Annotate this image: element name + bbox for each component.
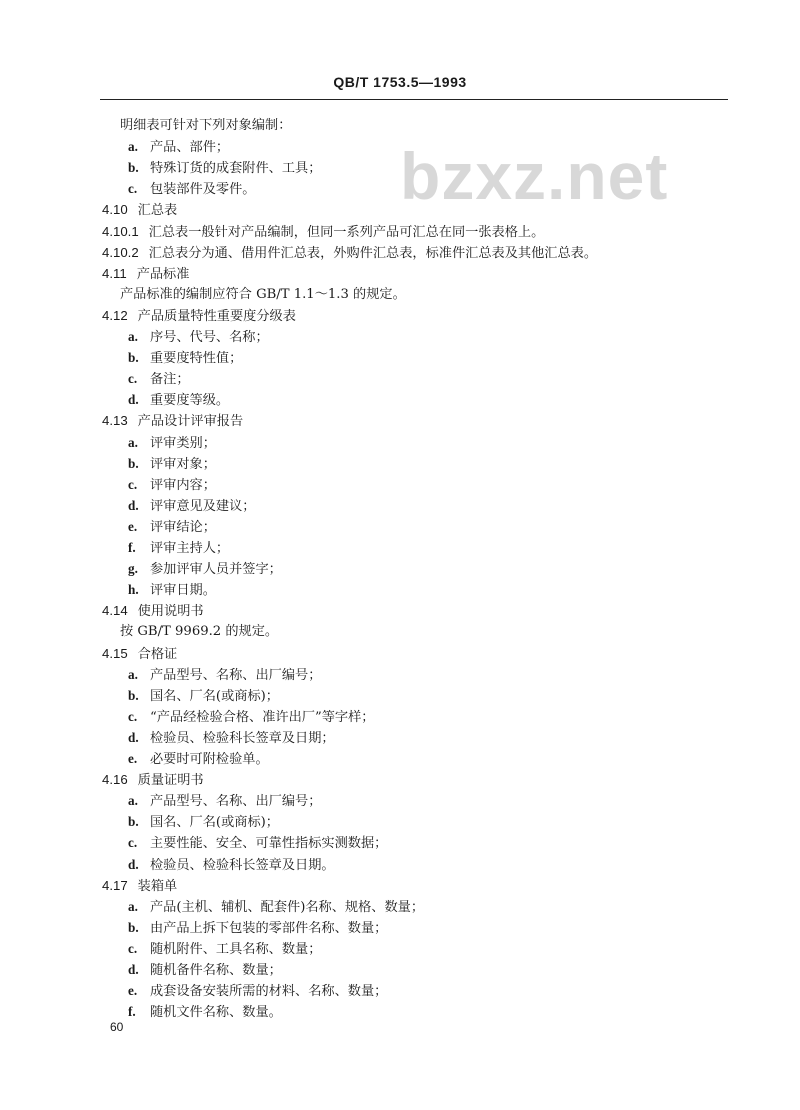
list-item-text: 重要度特性值； — [150, 351, 243, 367]
list-item-text: 评审主持人； — [150, 541, 230, 556]
list-item-text: 产品型号、名称、出厂编号； — [150, 667, 322, 683]
list-item-letter: f. — [128, 540, 136, 555]
list-item — [128, 496, 256, 517]
list-item-text: 随机备件名称、数量； — [150, 963, 282, 978]
list-item — [128, 390, 229, 411]
list-item — [128, 728, 335, 749]
list-item-letter: e. — [128, 983, 138, 999]
list-item-text: 评审类别； — [150, 435, 216, 451]
list-item — [128, 749, 269, 770]
list-item-text: 成套设备安装所需的材料、名称、数量； — [150, 984, 388, 1000]
list-item-letter: c. — [128, 181, 138, 197]
section-heading — [102, 601, 204, 622]
list-item-text: 主要性能、安全、可靠性指标实测数据； — [150, 836, 388, 852]
section-heading — [102, 644, 177, 665]
section-title: 合格证 — [137, 646, 178, 662]
list-item-text: 国名、厂名(或商标)； — [150, 688, 279, 704]
section-title: 装箱单 — [137, 878, 178, 894]
list-item — [128, 454, 216, 475]
list-item-letter: b. — [128, 687, 139, 703]
list-item — [128, 812, 279, 833]
list-item-letter: b. — [128, 455, 139, 471]
list-item-text: 特殊订货的成套附件、工具； — [150, 161, 322, 177]
list-item-letter: b. — [128, 814, 139, 830]
list-item — [128, 158, 321, 179]
list-item — [128, 665, 321, 686]
section-title: 汇总表一般针对产品编制，但同一系列产品可汇总在同一张表格上。 — [148, 224, 545, 240]
section-heading — [102, 411, 243, 432]
list-item-text: 随机附件、工具名称、数量； — [150, 941, 322, 957]
list-item-letter: a. — [128, 793, 138, 809]
list-item-letter: d. — [128, 856, 139, 872]
section-heading — [102, 222, 544, 243]
list-item — [128, 580, 216, 601]
list-item — [128, 791, 321, 812]
section-number: 4.10 — [102, 202, 128, 218]
list-item — [128, 686, 279, 707]
list-item-letter: a. — [128, 666, 138, 682]
list-item — [128, 348, 242, 369]
list-item-text: 包装部件及零件。 — [150, 182, 256, 198]
section-heading — [102, 243, 597, 264]
section-number: 4.16 — [102, 772, 128, 788]
list-item-text: 评审结论； — [150, 519, 216, 535]
list-item-letter: f. — [128, 1004, 136, 1020]
list-item-letter: c. — [128, 835, 138, 851]
section-title: 质量证明书 — [137, 773, 204, 789]
section-number: 4.10.2 — [102, 244, 139, 260]
list-item-letter: a. — [128, 434, 138, 450]
section-heading — [102, 876, 177, 897]
list-item — [128, 475, 216, 496]
list-item — [128, 939, 321, 960]
list-item-letter: d. — [128, 497, 139, 513]
list-item — [128, 559, 282, 580]
section-title: 汇总表分为通、借用件汇总表，外购件汇总表，标准件汇总表及其他汇总表。 — [148, 245, 598, 261]
list-item-text: 重要度等级。 — [150, 393, 230, 409]
paragraph-content: 明细表可针对下列对象编制： — [120, 118, 292, 133]
list-item — [128, 960, 282, 981]
section-title: 产品设计评审报告 — [137, 414, 244, 430]
section-title: 汇总表 — [137, 203, 178, 219]
list-item-letter: a. — [128, 329, 138, 344]
list-item — [128, 833, 387, 854]
list-item-text: 参加评审人员并签字； — [150, 562, 282, 578]
list-item — [128, 137, 229, 158]
paragraph-content: 产品标准的编制应符合 GB/T 1.1～1.3 的规定。 — [120, 286, 406, 302]
section-number: 4.10.1 — [102, 223, 139, 239]
list-item — [128, 707, 374, 728]
section-heading — [102, 264, 189, 285]
list-item — [128, 855, 335, 876]
list-item-text: 检验员、检验科长签章及日期。 — [150, 857, 335, 873]
list-item-letter: b. — [128, 919, 139, 935]
list-item — [128, 918, 387, 939]
list-item — [128, 433, 216, 454]
list-item — [128, 1002, 282, 1023]
section-title: 使用说明书 — [137, 604, 204, 620]
list-item — [128, 981, 387, 1002]
list-item-letter: d. — [128, 962, 139, 977]
list-item-letter: e. — [128, 751, 138, 766]
list-item-letter: g. — [128, 561, 138, 577]
list-item-letter: d. — [128, 729, 139, 745]
section-number: 4.15 — [102, 645, 128, 661]
list-item-text: 评审日期。 — [150, 583, 216, 599]
list-item-text: 产品型号、名称、出厂编号； — [150, 794, 322, 810]
list-item-text: 评审对象； — [150, 456, 216, 472]
paragraph-text — [120, 116, 291, 136]
list-item-text: 序号、代号、名称； — [150, 330, 269, 345]
list-item — [128, 369, 190, 390]
section-title: 产品质量特性重要度分级表 — [137, 308, 296, 324]
list-item-letter: h. — [128, 582, 139, 598]
page-number: 60 — [110, 1020, 124, 1034]
list-item-text: 随机文件名称、数量。 — [150, 1005, 282, 1021]
list-item-text: 检验员、检验科长签章及日期； — [150, 730, 335, 746]
section-number: 4.13 — [102, 413, 128, 429]
watermark: bzxz.net — [400, 139, 669, 213]
list-item-text: “产品经检验合格、准许出厂”等字样； — [150, 709, 375, 725]
list-item-letter: a. — [128, 139, 138, 155]
section-number: 4.12 — [102, 307, 128, 323]
header-rule — [100, 99, 728, 100]
list-item — [128, 897, 424, 918]
list-item-text: 必要时可附检验单。 — [150, 752, 269, 767]
list-item-letter: c. — [128, 940, 138, 956]
list-item-letter: c. — [128, 708, 138, 724]
paragraph-text — [120, 622, 278, 642]
list-item-text: 评审内容； — [150, 477, 216, 493]
list-item-letter: b. — [128, 350, 139, 366]
list-item-text: 产品、部件； — [150, 140, 230, 156]
list-item-letter: c. — [128, 476, 138, 492]
section-number: 4.17 — [102, 877, 128, 893]
list-item — [128, 538, 229, 559]
list-item-letter: b. — [128, 160, 139, 176]
list-item-letter: e. — [128, 518, 138, 534]
list-item-text: 国名、厂名(或商标)； — [150, 815, 279, 831]
section-heading — [102, 306, 296, 327]
list-item-text: 产品(主机、辅机、配套件)名称、规格、数量； — [150, 899, 425, 915]
list-item-letter: d. — [128, 392, 139, 408]
section-title: 产品标准 — [136, 266, 190, 282]
list-item-letter: c. — [128, 371, 138, 387]
list-item-text: 评审意见及建议； — [150, 498, 256, 514]
section-number: 4.14 — [102, 603, 128, 619]
list-item-text: 备注； — [150, 372, 190, 388]
list-item-letter: a. — [128, 898, 138, 914]
list-item — [128, 327, 269, 348]
section-heading — [102, 200, 177, 221]
list-item — [128, 517, 216, 538]
paragraph-text — [120, 285, 406, 305]
section-number: 4.11 — [102, 265, 127, 281]
list-item — [128, 179, 256, 200]
paragraph-content: 按 GB/T 9969.2 的规定。 — [120, 624, 279, 640]
page-header-standard-code: QB/T 1753.5—1993 — [333, 74, 467, 90]
list-item-text: 由产品上拆下包装的零部件名称、数量； — [150, 920, 388, 936]
section-heading — [102, 770, 204, 791]
